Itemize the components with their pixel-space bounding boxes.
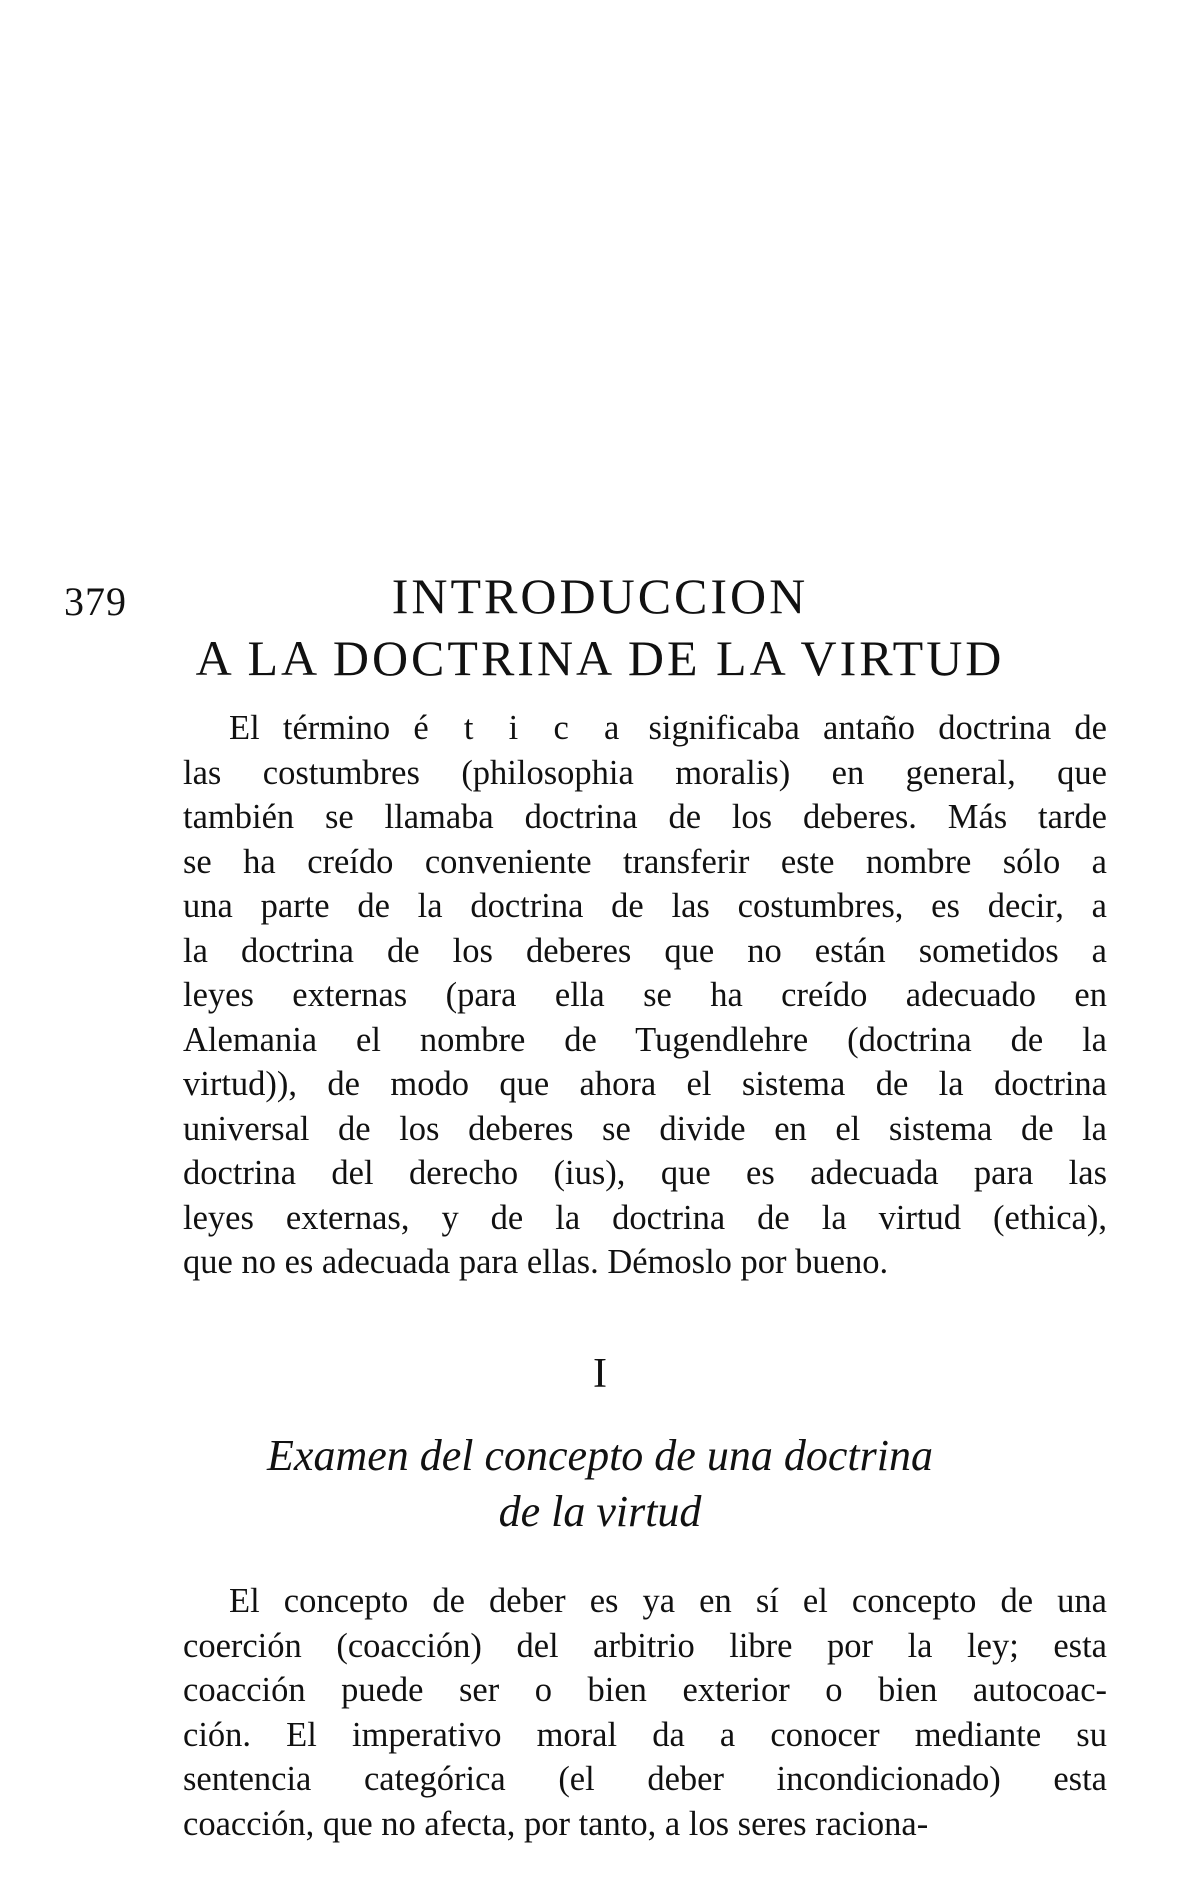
italic-span: autocoac- [972,1671,1107,1709]
section-paragraph [183,1579,1107,1846]
text-line: coacción puede ser o bien exterior o bien autocoac- [183,1671,1107,1709]
italic-span: exterior [682,1671,790,1709]
italic-span: Tugendlehre [635,1020,809,1059]
section-title-line-1: Examen del concepto de una doctrina [267,1431,933,1480]
text-line: Alemania el nombre de Tugendlehre (doctrina de la [183,1020,1107,1059]
text-line: universal de los deberes se divide en el sistema de la [183,1109,1107,1148]
text-line: ción. El imperativo moral da a conocer mediante su [183,1715,1107,1754]
text-line: leyes externas, y de la doctrina de la virtud (ethica), [183,1198,1107,1237]
text-line: El concepto de deber es ya en sí el concepto de una [229,1582,1107,1620]
italic-span: concepto de deber [283,1582,566,1620]
text-line: las costumbres (philosophia moralis) en general, que [183,753,1107,792]
italic-span: doctrina del derecho (ius), [183,1154,626,1192]
text-line: coacción, que no afecta, por tanto, a los seres raciona- [183,1804,929,1843]
text-line: se ha creído conveniente transferir este nombre sólo a [183,842,1107,881]
text-line: una parte de la doctrina de las costumbres, es decir, a [183,887,1107,925]
italic-span: doctrina de la virtud (ethica), [612,1198,1107,1237]
italic-span: coerción [183,1626,302,1665]
chapter-title-line-2: A LA DOCTRINA DE LA VIRTUD [195,630,1005,686]
text-line: la doctrina de los deberes que no están sometidos a [183,931,1107,970]
intro-paragraph [183,706,1107,1285]
text-line: también se llamaba doctrina de los deberes. Más tarde [183,798,1107,836]
text-line: coerción (coacción) del arbitrio libre por la ley; esta [183,1626,1107,1665]
italic-span: doctrina de los deberes. [524,798,917,836]
text-line: sentencia categórica (el deber incondicionado) esta [183,1760,1107,1798]
text-line: El término é t i c a significaba antaño doctrina de [229,709,1107,747]
italic-span: ción. [183,1715,252,1754]
section-numeral: I [593,1351,607,1397]
section-title-line-2: de la virtud [498,1487,702,1536]
text-line: doctrina del derecho (ius), que es adecuada para las [183,1154,1107,1192]
italic-span: las costumbres (philosophia moralis) [183,753,791,792]
chapter-title-line-1: INTRODUCCION [391,568,809,624]
italic-span: doctrina de [938,709,1107,747]
italic-span: imperativo [351,1715,502,1754]
text-line: leyes externas (para ella se ha creído adecuado en [183,976,1107,1014]
italic-span: é t i c a [413,709,626,747]
page-number: 379 [64,579,127,624]
text-line: que no es adecuada para ellas. Démoslo por bueno. [183,1243,889,1281]
text-line: virtud)), de modo que ahora el sistema de la doctrina [183,1065,1107,1103]
